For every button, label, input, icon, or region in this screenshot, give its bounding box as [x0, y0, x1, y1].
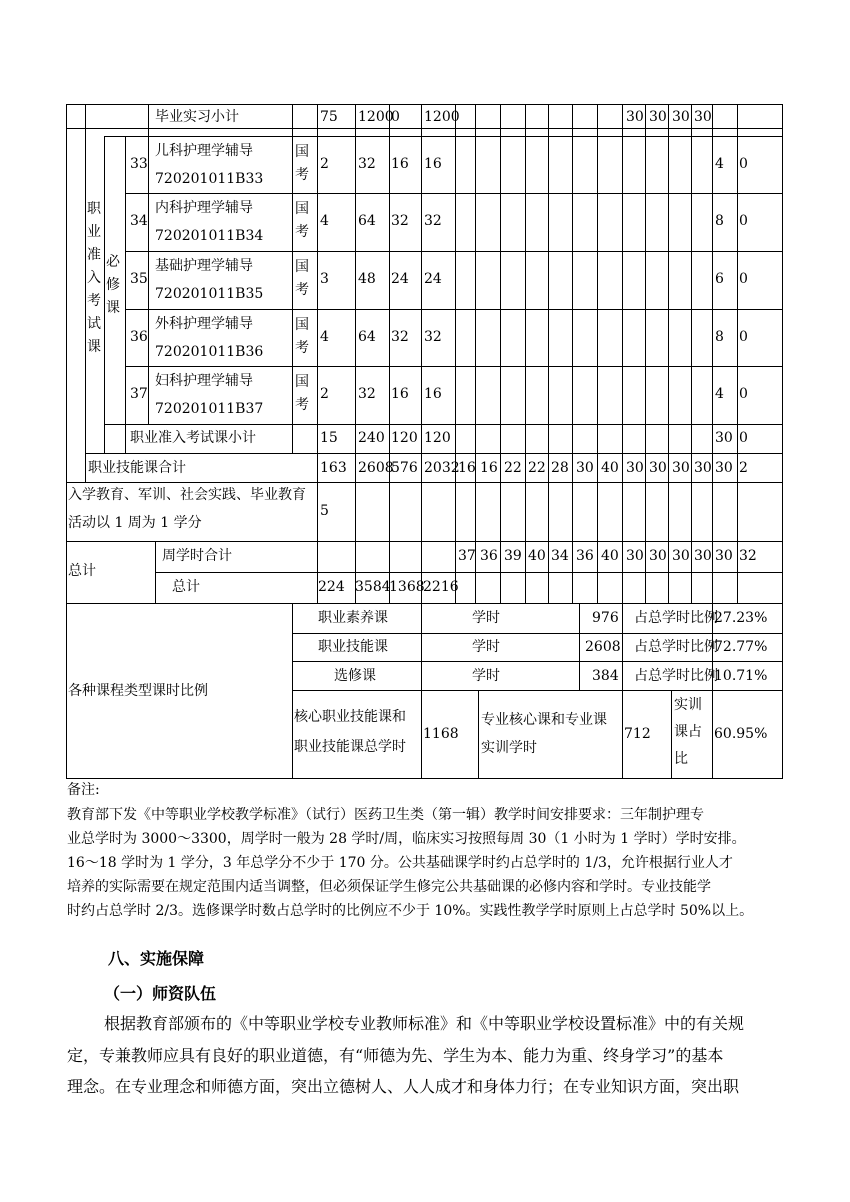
table-cell: 30: [576, 460, 594, 476]
table-cell: 0: [391, 109, 400, 125]
unit-label: 学时: [472, 610, 500, 626]
course-name: 儿科护理学辅导: [155, 143, 253, 159]
table-rule: [421, 104, 422, 604]
table-cell: 15: [320, 430, 338, 446]
practice-label: 专业核心课和专业课: [481, 712, 607, 728]
table-cell: 36: [576, 548, 594, 564]
core-label: 核心职业技能课和: [294, 709, 406, 725]
table-cell: 2032: [424, 460, 460, 476]
paragraph-line: 理念。在专业理念和师德方面，突出立德树人、人人成才和身体力行；在专业知识方面，突出职: [67, 1077, 740, 1096]
course-code: 720201011B34: [155, 228, 264, 244]
table-cell: 30: [672, 109, 690, 125]
table-rule: [292, 633, 783, 634]
share-label: 占总学时比例: [634, 610, 718, 626]
course-number: 35: [130, 271, 148, 287]
course-hours: 48: [358, 271, 376, 287]
table-rule: [597, 104, 598, 604]
table-rule: [66, 128, 783, 129]
table-cell: 0: [739, 430, 748, 446]
course-value: 0: [739, 386, 748, 402]
table-rule: [148, 104, 149, 425]
table-cell: 30: [715, 548, 733, 564]
table-cell: 30: [694, 548, 712, 564]
table-rule: [478, 690, 479, 779]
course-value: 0: [739, 271, 748, 287]
share-label: 占总学时比例: [634, 668, 718, 684]
course-credits: 4: [320, 329, 329, 345]
notes-line: 教育部下发《中等职业学校教学标准》（试行）医药卫生类（第一辑）教学时间安排要求：三年制护理专: [67, 807, 704, 823]
course-week-hours: 6: [715, 271, 724, 287]
table-rule: [292, 603, 293, 779]
table-cell: 2608: [358, 460, 394, 476]
table-rule: [712, 603, 713, 779]
table-cell: 30: [715, 430, 733, 446]
weekly-hours-label: 周学时合计: [162, 548, 232, 564]
course-number: 34: [130, 213, 148, 229]
course-hours: 64: [358, 329, 376, 345]
course-number: 37: [130, 386, 148, 402]
table-rule: [421, 603, 422, 779]
table-cell: 240: [358, 430, 385, 446]
course-name: 基础护理学辅导: [155, 258, 253, 274]
course-theory: 32: [391, 329, 409, 345]
group-label-vertical: 职业准入考试课: [87, 201, 101, 355]
practice-label: 实训学时: [481, 740, 537, 756]
entrance-edu-text: 活动以 1 周为 1 学分: [68, 515, 202, 531]
exam-type-vertical: 国考: [295, 317, 309, 356]
table-rule: [622, 104, 623, 604]
course-week-hours: 4: [715, 386, 724, 402]
table-cell: 30: [626, 109, 644, 125]
required-label-vertical: 必修课: [106, 254, 120, 316]
section-subheading: （一）师资队伍: [104, 984, 217, 1003]
table-rule: [691, 104, 692, 604]
table-cell: 30: [626, 460, 644, 476]
paragraph-line: 定，专兼教师应具有良好的职业道德，有“师德为先、学生为本、能力为重、终身学习”的基本: [67, 1046, 724, 1065]
course-credits: 3: [320, 271, 329, 287]
course-week-hours: 8: [715, 213, 724, 229]
core-hours: 1168: [423, 726, 459, 742]
table-cell: 32: [739, 548, 757, 564]
course-code: 720201011B36: [155, 344, 264, 360]
share-label: 占总学时比例: [634, 639, 718, 655]
core-label: 职业技能课总学时: [294, 739, 406, 755]
exam-type-vertical: 国考: [295, 259, 309, 298]
table-cell: 576: [391, 460, 418, 476]
grand-total-label: 总计: [68, 563, 96, 579]
course-code: 720201011B35: [155, 286, 264, 302]
course-code: 720201011B33: [155, 171, 264, 187]
table-cell: 16: [480, 460, 498, 476]
table-cell: 75: [320, 109, 338, 125]
table-cell: 22: [504, 460, 522, 476]
course-hours: 32: [358, 156, 376, 172]
course-name: 外科护理学辅导: [155, 316, 253, 332]
table-rule: [85, 453, 783, 454]
table-rule: [292, 661, 783, 662]
course-name: 妇科护理学辅导: [155, 373, 253, 389]
table-rule: [66, 482, 783, 483]
entrance-edu-text: 入学教育、军训、社会实践、毕业教育: [68, 487, 306, 503]
table-rule: [579, 603, 580, 691]
table-rule: [455, 104, 456, 604]
course-week-hours: 4: [715, 156, 724, 172]
course-credits: 4: [320, 213, 329, 229]
table-cell: 30: [672, 460, 690, 476]
table-rule: [66, 104, 783, 105]
course-type: 选修课: [334, 668, 376, 684]
table-cell: 16: [458, 460, 476, 476]
table-cell: 40: [601, 548, 619, 564]
table-cell: 30: [649, 548, 667, 564]
table-cell: 30: [626, 548, 644, 564]
exam-type-vertical: 国考: [295, 201, 309, 240]
subtotal-label: 职业准入考试课小计: [130, 430, 256, 446]
table-cell: 30: [694, 109, 712, 125]
table-cell: 1200: [358, 109, 394, 125]
table-cell: 40: [601, 460, 619, 476]
practice-hours: 712: [624, 726, 651, 742]
table-rule: [292, 690, 783, 691]
exam-type-vertical: 国考: [295, 144, 309, 183]
course-credits: 2: [320, 386, 329, 402]
table-cell: 28: [551, 460, 569, 476]
table-cell: 34: [551, 548, 569, 564]
table-cell: 163: [320, 460, 347, 476]
course-name: 内科护理学辅导: [155, 200, 253, 216]
table-rule: [66, 541, 783, 542]
ratio-label: 各种课程类型课时比例: [68, 683, 208, 699]
ratio-hours: 2608: [585, 639, 621, 655]
course-number: 36: [130, 329, 148, 345]
table-cell: 3584: [355, 579, 391, 595]
table-cell: 2216: [423, 579, 459, 595]
table-cell: 1368: [389, 579, 425, 595]
table-rule: [292, 104, 293, 454]
table-rule: [548, 104, 549, 604]
grand-total-sub-label: 总计: [172, 579, 200, 595]
table-cell: 40: [528, 548, 546, 564]
notes-line: 时约占总学时 2/3。选修课学时数占总学时的比例应不少于 10%。实践性教学学时原则上占总学时 50%以上。: [67, 903, 754, 919]
table-cell: 30: [649, 109, 667, 125]
table-rule: [389, 104, 390, 604]
practice-share-label: 比: [674, 751, 688, 767]
table-cell: 120: [391, 430, 418, 446]
table-rule: [572, 104, 573, 604]
share-value: 72.77%: [714, 639, 768, 655]
subtotal-label: 毕业实习小计: [155, 109, 239, 125]
table-rule: [66, 778, 783, 779]
course-type: 职业素养课: [318, 610, 388, 626]
course-value: 0: [739, 329, 748, 345]
notes-line: 培养的实际需要在规定范围内适当调整，但必须保证学生修完公共基础课的必修内容和学时。专业技能学: [67, 879, 711, 895]
table-cell: 39: [504, 548, 522, 564]
course-practice: 24: [424, 271, 442, 287]
course-practice: 16: [424, 156, 442, 172]
course-hours: 64: [358, 213, 376, 229]
table-cell: 22: [528, 460, 546, 476]
table-cell: 120: [424, 430, 451, 446]
table-rule: [737, 104, 738, 604]
table-rule: [671, 690, 672, 779]
table-rule: [645, 104, 646, 604]
course-number: 33: [130, 156, 148, 172]
table-cell: 30: [694, 460, 712, 476]
table-rule: [622, 603, 623, 779]
share-value: 27.23%: [714, 610, 768, 626]
table-rule: [355, 104, 356, 604]
table-rule: [155, 572, 783, 573]
course-value: 0: [739, 156, 748, 172]
paragraph-line: 根据教育部颁布的《中等职业学校专业教师标准》和《中等职业学校设置标准》中的有关规: [104, 1014, 745, 1033]
table-rule: [475, 104, 476, 604]
table-cell: 1200: [424, 109, 460, 125]
course-theory: 32: [391, 213, 409, 229]
total-label: 职业技能课合计: [88, 460, 186, 476]
table-cell: 30: [672, 548, 690, 564]
unit-label: 学时: [472, 639, 500, 655]
notes-line: 16～18 学时为 1 学分，3 年总学分不少于 170 分。公共基础课学时约占总学时的 1/3，允许根据行业人才: [67, 855, 733, 871]
practice-share-label: 课占: [674, 724, 702, 740]
table-rule: [155, 541, 156, 604]
ratio-hours: 976: [592, 610, 619, 626]
notes-title: 备注:: [67, 782, 100, 798]
practice-share-value: 60.95%: [714, 726, 768, 742]
section-heading: 八、实施保障: [108, 949, 205, 968]
entrance-edu-credits: 5: [320, 503, 329, 519]
table-cell: 36: [480, 548, 498, 564]
table-cell: 2: [739, 460, 748, 476]
course-type: 职业技能课: [318, 639, 388, 655]
exam-type-vertical: 国考: [295, 374, 309, 413]
share-value: 10.71%: [714, 668, 768, 684]
table-rule: [525, 104, 526, 604]
table-cell: 224: [318, 579, 345, 595]
course-hours: 32: [358, 386, 376, 402]
table-rule: [66, 104, 67, 779]
table-rule: [317, 104, 318, 542]
table-rule: [782, 104, 783, 779]
table-rule: [500, 104, 501, 604]
unit-label: 学时: [472, 668, 500, 684]
course-practice: 16: [424, 386, 442, 402]
practice-share-label: 实训: [674, 697, 702, 713]
table-cell: 30: [649, 460, 667, 476]
table-rule: [104, 424, 783, 425]
course-code: 720201011B37: [155, 401, 264, 417]
table-rule: [125, 136, 126, 454]
course-practice: 32: [424, 213, 442, 229]
course-theory: 24: [391, 271, 409, 287]
table-rule: [712, 104, 713, 604]
course-week-hours: 8: [715, 329, 724, 345]
course-theory: 16: [391, 386, 409, 402]
course-theory: 16: [391, 156, 409, 172]
table-rule: [668, 104, 669, 604]
course-practice: 32: [424, 329, 442, 345]
notes-line: 业总学时为 3000～3300，周学时一般为 28 学时/周，临床实习按照每周 30（1 小时为 1 学时）学时安排。: [67, 831, 746, 847]
table-cell: 30: [715, 460, 733, 476]
course-value: 0: [739, 213, 748, 229]
ratio-hours: 384: [592, 668, 619, 684]
table-rule: [66, 603, 783, 604]
course-credits: 2: [320, 156, 329, 172]
table-cell: 37: [458, 548, 476, 564]
